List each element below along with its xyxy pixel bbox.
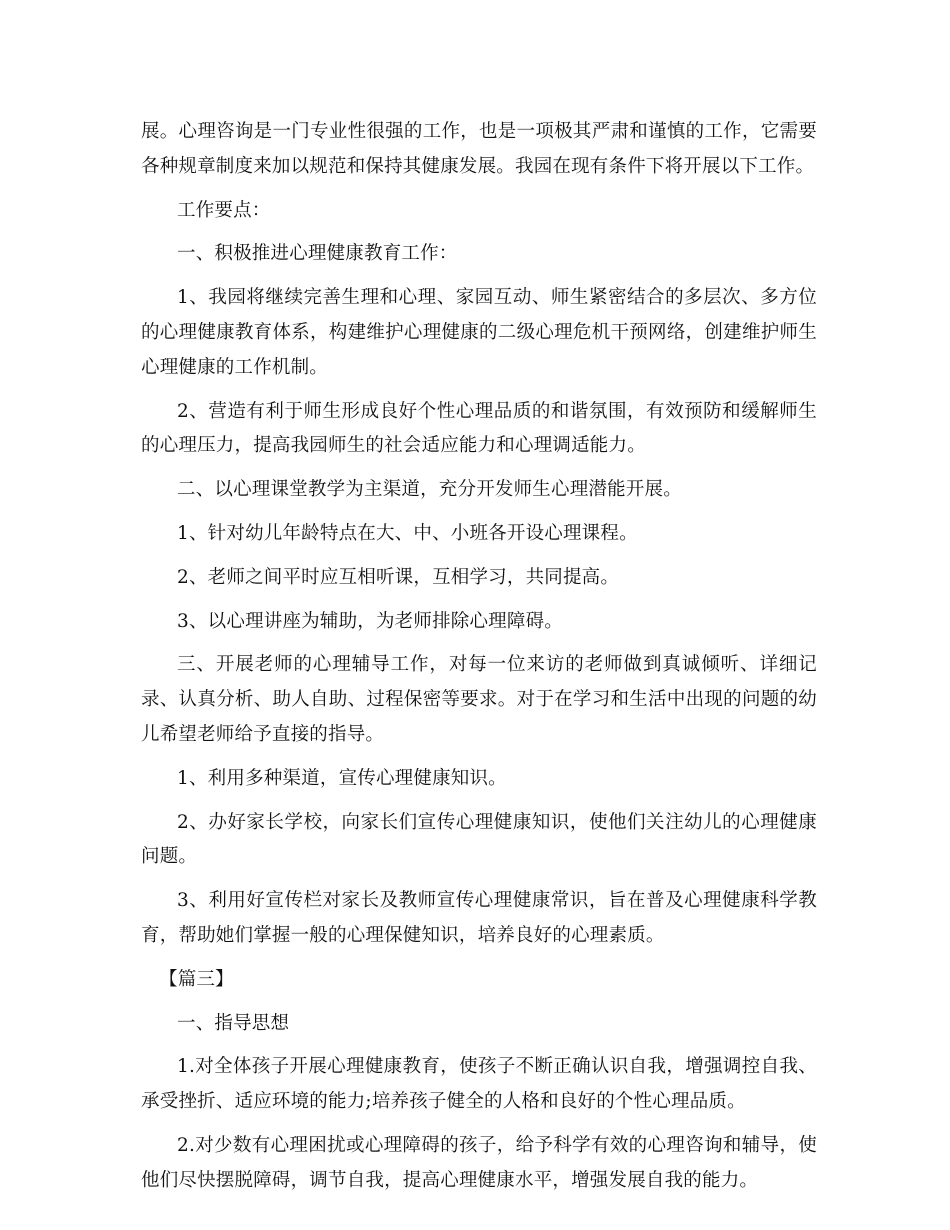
paragraph-item: 2、营造有利于师生形成良好个性心理品质的和谐氛围，有效预防和缓解师生的心理压力，提高我园师生的社会适应能力和心理调适能力。 <box>141 400 817 457</box>
paragraph-section-three-heading: 三、开展老师的心理辅导工作，对每一位来访的老师做到真诚倾听、详细记录、认真分析、助人自助、过程保密等要求。对于在学习和生活中出现的问题的幼儿希望老师给予直接的指导。 <box>141 654 817 745</box>
paragraph-item: 3、利用好宣传栏对家长及教师宣传心理健康常识，旨在普及心理健康科学教育，帮助她们掌握一般的心理保健知识，培养良好的心理素质。 <box>141 890 817 946</box>
paragraph-work-points-heading: 工作要点： <box>177 199 271 221</box>
paragraph-item: 1、针对幼儿年龄特点在大、中、小班各开设心理课程。 <box>177 522 638 544</box>
paragraph-guiding-thought-heading: 一、指导思想 <box>177 1012 290 1034</box>
document-body <box>141 115 817 1208</box>
paragraph-section-one-heading: 一、积极推进心理健康教育工作： <box>177 243 458 265</box>
paragraph-item: 2.对少数有心理困扰或心理障碍的孩子，给予科学有效的心理咨询和辅导，使他们尽快摆脱障碍，调节自我，提高心理健康水平，增强发展自我的能力。 <box>141 1134 817 1191</box>
part-three-title: 【篇三】 <box>159 968 234 990</box>
paragraph-item: 1、我园将继续完善生理和心理、家园互动、师生紧密结合的多层次、多方位的心理健康教育体系，构建维护心理健康的二级心理危机干预网络，创建维护师生心理健康的工作机制。 <box>141 287 817 378</box>
paragraph-item: 2、老师之间平时应互相听课，互相学习，共同提高。 <box>177 566 620 588</box>
paragraph-section-two-heading: 二、以心理课堂教学为主渠道，充分开发师生心理潜能开展。 <box>177 479 682 501</box>
paragraph-item: 1、利用多种渠道，宣传心理健康知识。 <box>177 767 507 789</box>
paragraph-item: 3、以心理讲座为辅助，为老师排除心理障碍。 <box>177 610 563 632</box>
paragraph-continuation: 展。心理咨询是一门专业性很强的工作，也是一项极其严肃和谨慎的工作，它需要各种规章制度来加以规范和保持其健康发展。我园在现有条件下将开展以下工作。 <box>141 121 817 177</box>
paragraph-item: 2、办好家长学校，向家长们宣传心理健康知识，使他们关注幼儿的心理健康问题。 <box>141 811 817 868</box>
paragraph-item: 1.对全体孩子开展心理健康教育，使孩子不断正确认识自我，增强调控自我、承受挫折、适应环境的能力;培养孩子健全的人格和良好的个性心理品质。 <box>141 1056 817 1113</box>
